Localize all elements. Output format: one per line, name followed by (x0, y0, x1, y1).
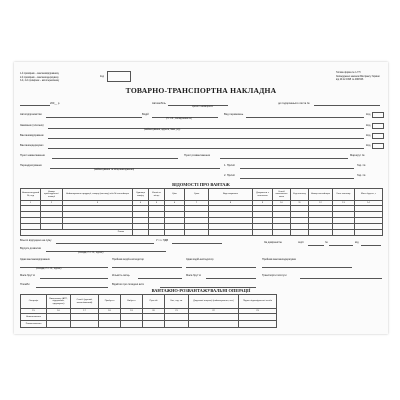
cargo-table (20, 188, 383, 236)
ops-header-cell: Підпис відповідальної особи (239, 295, 277, 309)
code-label-3: Код (366, 134, 371, 137)
trailer2-line[interactable] (240, 178, 354, 179)
cargo-type-label: Вид перевезень (224, 113, 244, 116)
column-number: 17 (71, 309, 99, 314)
unloading-point-label: Пункт розвантаження (184, 154, 210, 157)
ops-row-label: Розвантаження (21, 321, 47, 328)
garage-no-label-2: Гар. № (357, 174, 366, 177)
cargo-header-cell: Сума (185, 189, 209, 201)
column-number: 20 (143, 309, 165, 314)
cargo-header-cell: Найменування продукції, товару (вантажу) або № контейнера (63, 189, 133, 201)
cargo-header-cell: Ціна (165, 189, 185, 201)
ops-header-cell: Операція (21, 295, 47, 309)
code-box-1[interactable] (372, 112, 384, 118)
allowed-hint: (посада, П. І. Б., підпис) (78, 251, 104, 254)
ops-header-cell: Простій (143, 295, 165, 309)
column-number: 2 (41, 201, 63, 206)
seals-label: Пломби (20, 283, 30, 286)
column-number: 23 (239, 309, 277, 314)
customer-hint: (найменування, адреса, банк, р/р) (144, 128, 181, 131)
column-number: 7 (185, 201, 209, 206)
copy-line-2: 2-й примірник – вантажоодержувачу (20, 76, 59, 79)
cargo-header-cell: Номенклатурний №, код (21, 189, 41, 201)
column-number: 3 (63, 201, 133, 206)
column-number: 12 (309, 201, 333, 206)
vat-label: У т.ч. ПДВ (156, 239, 169, 242)
date-label: від (355, 241, 359, 244)
waybill-line[interactable] (314, 105, 380, 106)
form-note-1: Типова форма № 1-ТН (336, 72, 361, 74)
places-label: Кількість місць (112, 274, 130, 277)
date-line-attorney[interactable] (361, 245, 381, 246)
column-number: 11 (291, 201, 309, 206)
cargo-header-cell: Код вантажу (291, 189, 309, 201)
cargo-total-label: Разом (21, 230, 133, 236)
cargo-header-cell: Спосіб визначення маси (273, 189, 291, 201)
accepted-driver-label: Прийняв водій-експедитор (112, 258, 144, 261)
certified-label: Відмітки про складені акти (112, 283, 145, 286)
column-number: 5 (149, 201, 165, 206)
ops-section-title: ВАНТАЖНО-РОЗВАНТАЖУВАЛЬНІ ОПЕРАЦІЇ (151, 288, 251, 293)
cargo-header-cell: Документи з вантажем (253, 189, 273, 201)
consignee-label: Вантажоодержувач (20, 144, 44, 147)
series-line[interactable] (308, 245, 324, 246)
document-title: ТОВАРНО-ТРАНСПОРТНА НАКЛАДНА (125, 86, 277, 95)
transport-services-label: Транспортні послуги (262, 274, 287, 277)
handed-driver-label: Здав водій-експедитор (186, 258, 214, 261)
allowed-line[interactable] (46, 251, 166, 252)
number-line[interactable] (329, 245, 353, 246)
form-note-3: від 29.12.1995 № 488/346 (336, 79, 364, 81)
column-number: 21 (165, 309, 189, 314)
ops-header-cell: Виконавець (АТП, відправник, одержувач) (47, 295, 71, 309)
loading-point-label: Пункт навантаження (20, 154, 45, 157)
date-line[interactable] (20, 105, 50, 106)
copy-line-1: 1-й примірник – вантажовідправнику (20, 73, 59, 75)
carrier-label: Автопідприємство (20, 113, 42, 116)
ops-header-cell: Час, год. хв. (165, 295, 189, 309)
received-label: Прийняв вантажоодержувач (262, 258, 297, 261)
gross-label-1: Маса брутто (20, 274, 36, 277)
vehicle-label: Автомобіль (152, 101, 166, 105)
year-label: 200__ р. (50, 101, 61, 105)
cargo-header-cell: Вид пакування (209, 189, 253, 201)
code-box-2[interactable] (372, 123, 384, 129)
attorney-label: За довіреністю (264, 241, 282, 244)
trailer1-label: 1. Причіп (224, 164, 235, 167)
unloading-point-line[interactable] (220, 158, 348, 159)
ops-header-cell: Додаткові операції (найменування, час) (189, 295, 239, 309)
column-number: 16 (47, 309, 71, 314)
cargo-header-cell: Одиниця виміру (133, 189, 149, 201)
ops-header-cell: Спосіб (ручний, механізований) (71, 295, 99, 309)
code-box-3[interactable] (372, 133, 384, 139)
column-number: 19 (121, 309, 143, 314)
cargo-header-cell: Номер контейнера (309, 189, 333, 201)
header-code-label: Код (100, 76, 104, 78)
number-label: № (325, 241, 328, 244)
gross-label-2: Маса брутто (186, 274, 202, 277)
column-number: 13 (333, 201, 355, 206)
consignee-line[interactable] (48, 148, 364, 149)
ops-row-label: Навантаження (21, 314, 47, 321)
column-number: 22 (189, 309, 239, 314)
route-label: Маршрут № (350, 154, 365, 157)
cargo-header-cell: Кількість місць (149, 189, 165, 201)
shipper-label: Вантажовідправник (20, 134, 44, 137)
ops-header-cell: Вибуття (121, 295, 143, 309)
trailer1-line[interactable] (240, 168, 354, 169)
released-label: Всього відпущено на суму (20, 239, 52, 242)
carrier-line[interactable] (46, 117, 142, 118)
code-label-4: Код (366, 144, 371, 147)
shipper-line[interactable] (48, 138, 364, 139)
cargo-section-title: ВІДОМОСТІ ПРО ВАНТАЖ (172, 182, 230, 187)
column-number: 1 (21, 201, 41, 206)
code-label-2: Код (366, 124, 371, 127)
series-label: серії (298, 241, 304, 244)
operations-table (20, 294, 277, 328)
cargo-header-row (21, 189, 383, 201)
accepted-driver-line[interactable] (112, 267, 182, 268)
handed-by-hint: (посада, П. І. Б., підпис) (36, 267, 62, 270)
column-number: 18 (99, 309, 121, 314)
readdressing-hint: (найменування та місцезнаходження) (94, 168, 135, 171)
released-line[interactable] (56, 243, 154, 244)
gross-line-2[interactable] (206, 278, 256, 279)
ops-header-cell: Прибуття (99, 295, 121, 309)
places-line[interactable] (138, 278, 182, 279)
waybill-sheet (14, 62, 388, 334)
column-number: 8 (209, 201, 253, 206)
received-line[interactable] (262, 267, 352, 268)
cargo-total-row (21, 230, 383, 236)
loading-point-line[interactable] (52, 158, 178, 159)
column-number: 9 (253, 201, 273, 206)
garage-no-label-1: Гар. № (357, 164, 366, 167)
gross-line-1[interactable] (40, 278, 108, 279)
trailer2-label: 2. Причіп (224, 174, 235, 177)
customer-line[interactable] (48, 128, 364, 129)
vat-line[interactable] (172, 243, 222, 244)
header-code-box[interactable] (107, 71, 131, 82)
column-number: 14 (355, 201, 383, 206)
column-number: 6 (165, 201, 185, 206)
to-waybill-label: до подорожнього листа № (278, 101, 310, 105)
allowed-label: Відпуск дозволив (20, 247, 41, 250)
handed-driver-line[interactable] (186, 267, 256, 268)
handed-by-label: Здав вантажовідправник (20, 258, 50, 261)
cargo-type-line[interactable] (246, 117, 364, 118)
cargo-header-cell: Маса брутто, т (355, 189, 383, 201)
driver-label: Водій (142, 113, 149, 116)
cargo-header-cell: Номер прейскуранта і позиції (41, 189, 63, 201)
code-label-1: Код (366, 113, 371, 116)
ops-header-row (21, 295, 277, 309)
ops-row-loading[interactable] (21, 314, 277, 321)
cargo-header-cell: Клас вантажу (333, 189, 355, 201)
form-note-2: Затверджено наказом Мінтрансу України (336, 75, 380, 78)
trailer-hint: причіп / напівпричіп (192, 106, 213, 108)
copy-line-3: 3-й, 4-й примірник – автоперевізнику (20, 80, 60, 82)
driver-hint: (П. І. Б., посвідчення №) (166, 117, 192, 120)
readdressing-line[interactable] (50, 168, 220, 169)
column-number: 4 (133, 201, 149, 206)
handed-by-line[interactable] (20, 267, 108, 268)
column-number: 10 (273, 201, 291, 206)
customer-label: Замовник (платник) (20, 124, 44, 127)
readdressing-label: Переадресування (20, 164, 42, 167)
code-box-4[interactable] (372, 143, 384, 149)
column-number: 15 (21, 309, 47, 314)
ops-row-unloading[interactable] (21, 321, 277, 328)
transport-services-line[interactable] (300, 278, 382, 279)
